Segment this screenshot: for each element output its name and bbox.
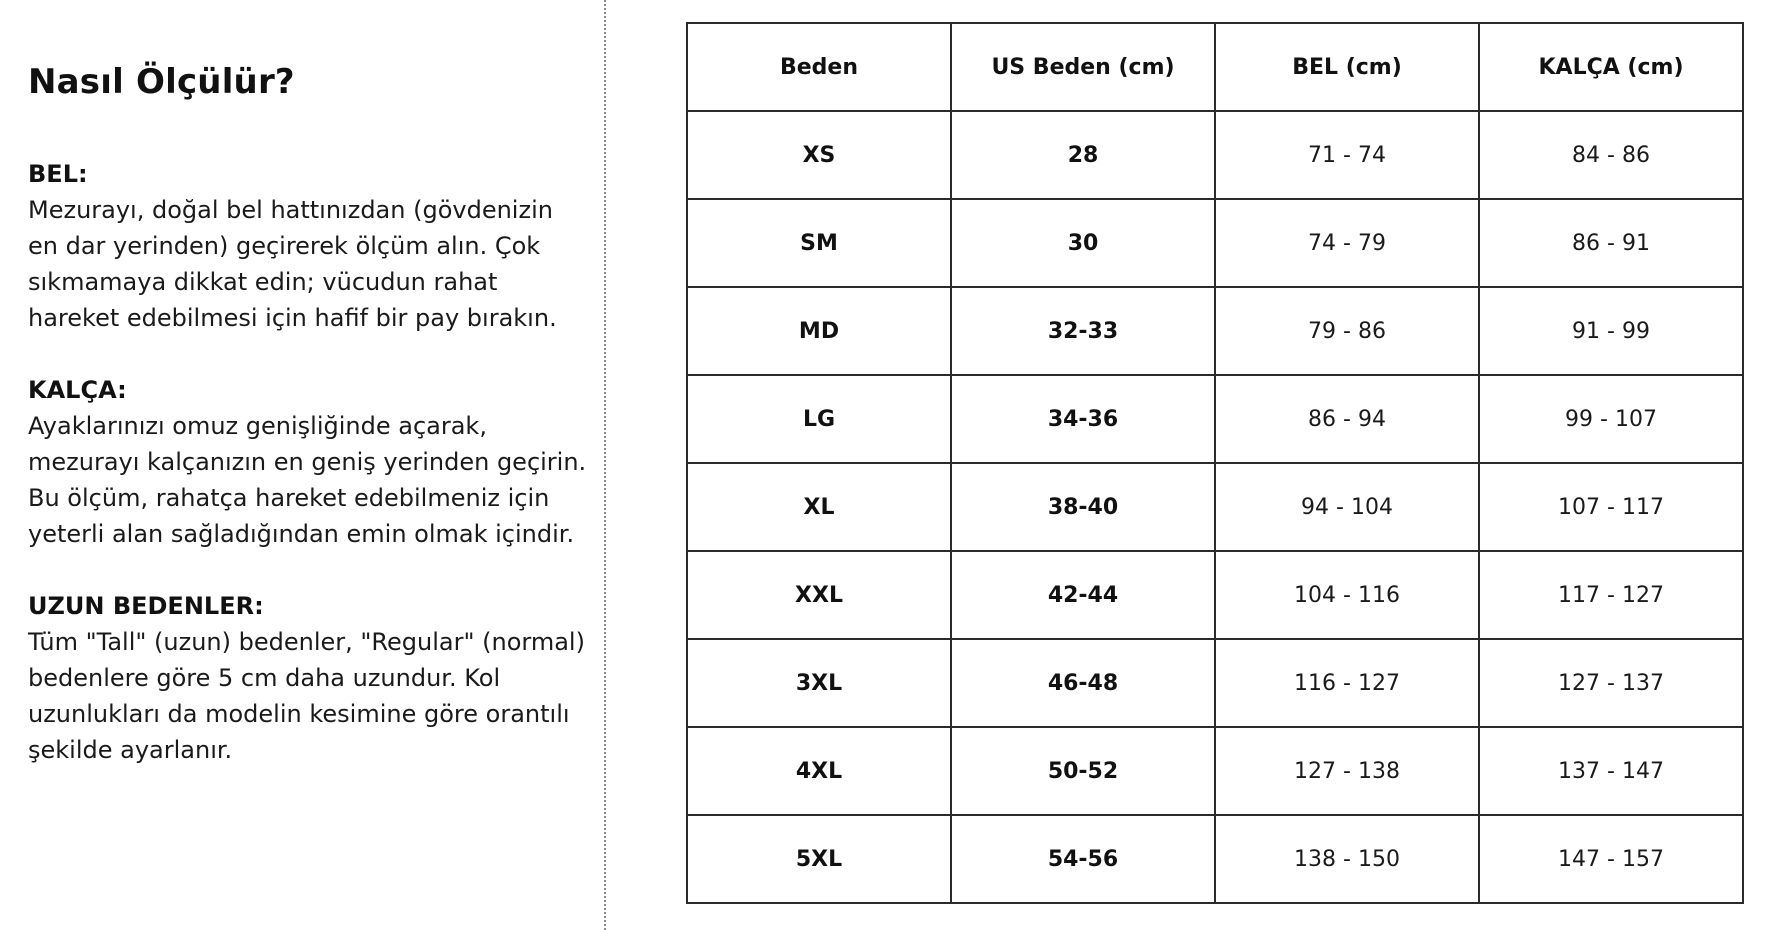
measurement-guide [28,60,588,804]
cell-waist: 104 - 116 [1215,551,1479,639]
section-hip [28,372,588,552]
cell-hip: 107 - 117 [1479,463,1743,551]
cell-size: XL [687,463,951,551]
cell-us-size: 54-56 [951,815,1215,903]
header-waist: BEL (cm) [1215,23,1479,111]
cell-hip: 84 - 86 [1479,111,1743,199]
cell-us-size: 42-44 [951,551,1215,639]
cell-waist: 94 - 104 [1215,463,1479,551]
cell-us-size: 38-40 [951,463,1215,551]
cell-waist: 79 - 86 [1215,287,1479,375]
cell-size: 3XL [687,639,951,727]
cell-us-size: 32-33 [951,287,1215,375]
cell-waist: 71 - 74 [1215,111,1479,199]
cell-us-size: 50-52 [951,727,1215,815]
cell-waist: 74 - 79 [1215,199,1479,287]
cell-waist: 86 - 94 [1215,375,1479,463]
table-row [687,815,1743,903]
section-heading-tall-sizes: UZUN BEDENLER: [28,592,264,620]
cell-hip: 99 - 107 [1479,375,1743,463]
table-row [687,551,1743,639]
cell-hip: 91 - 99 [1479,287,1743,375]
cell-us-size: 30 [951,199,1215,287]
cell-size: MD [687,287,951,375]
cell-size: XS [687,111,951,199]
cell-size: 5XL [687,815,951,903]
section-waist [28,156,588,336]
cell-hip: 137 - 147 [1479,727,1743,815]
table-row [687,375,1743,463]
section-tall-sizes [28,588,588,768]
header-hip: KALÇA (cm) [1479,23,1743,111]
section-body-tall-sizes: Tüm "Tall" (uzun) bedenler, "Regular" (normal) bedenlere göre 5 cm daha uzundur. Kol uzunlukları da modelin kesimine göre orantılı şekilde ayarlanır. [28,628,585,764]
section-heading-hip: KALÇA: [28,376,127,404]
table-row [687,639,1743,727]
table-row [687,463,1743,551]
table-row [687,287,1743,375]
table-row [687,199,1743,287]
cell-us-size: 46-48 [951,639,1215,727]
section-body-hip: Ayaklarınızı omuz genişliğinde açarak, mezurayı kalçanızın en geniş yerinden geçirin. Bu ölçüm, rahatça hareket edebilmeniz için yeterli alan sağladığından emin olmak içindir. [28,412,587,548]
cell-size: XXL [687,551,951,639]
cell-hip: 117 - 127 [1479,551,1743,639]
header-us-size: US Beden (cm) [951,23,1215,111]
cell-size: LG [687,375,951,463]
cell-us-size: 28 [951,111,1215,199]
table-header-row [687,23,1743,111]
cell-size: SM [687,199,951,287]
cell-us-size: 34-36 [951,375,1215,463]
cell-hip: 127 - 137 [1479,639,1743,727]
table-row [687,727,1743,815]
page-title: Nasıl Ölçülür? [28,62,295,102]
cell-hip: 147 - 157 [1479,815,1743,903]
table-row [687,111,1743,199]
cell-hip: 86 - 91 [1479,199,1743,287]
dotted-divider [604,0,606,930]
section-heading-waist: BEL: [28,160,88,188]
size-chart-table [686,22,1744,904]
cell-waist: 116 - 127 [1215,639,1479,727]
cell-waist: 127 - 138 [1215,727,1479,815]
cell-waist: 138 - 150 [1215,815,1479,903]
header-size: Beden [687,23,951,111]
cell-size: 4XL [687,727,951,815]
section-body-waist: Mezurayı, doğal bel hattınızdan (gövdenizin en dar yerinden) geçirerek ölçüm alın. Çok sıkmamaya dikkat edin; vücudun rahat hareket edebilmesi için hafif bir pay bırakın. [28,196,557,332]
